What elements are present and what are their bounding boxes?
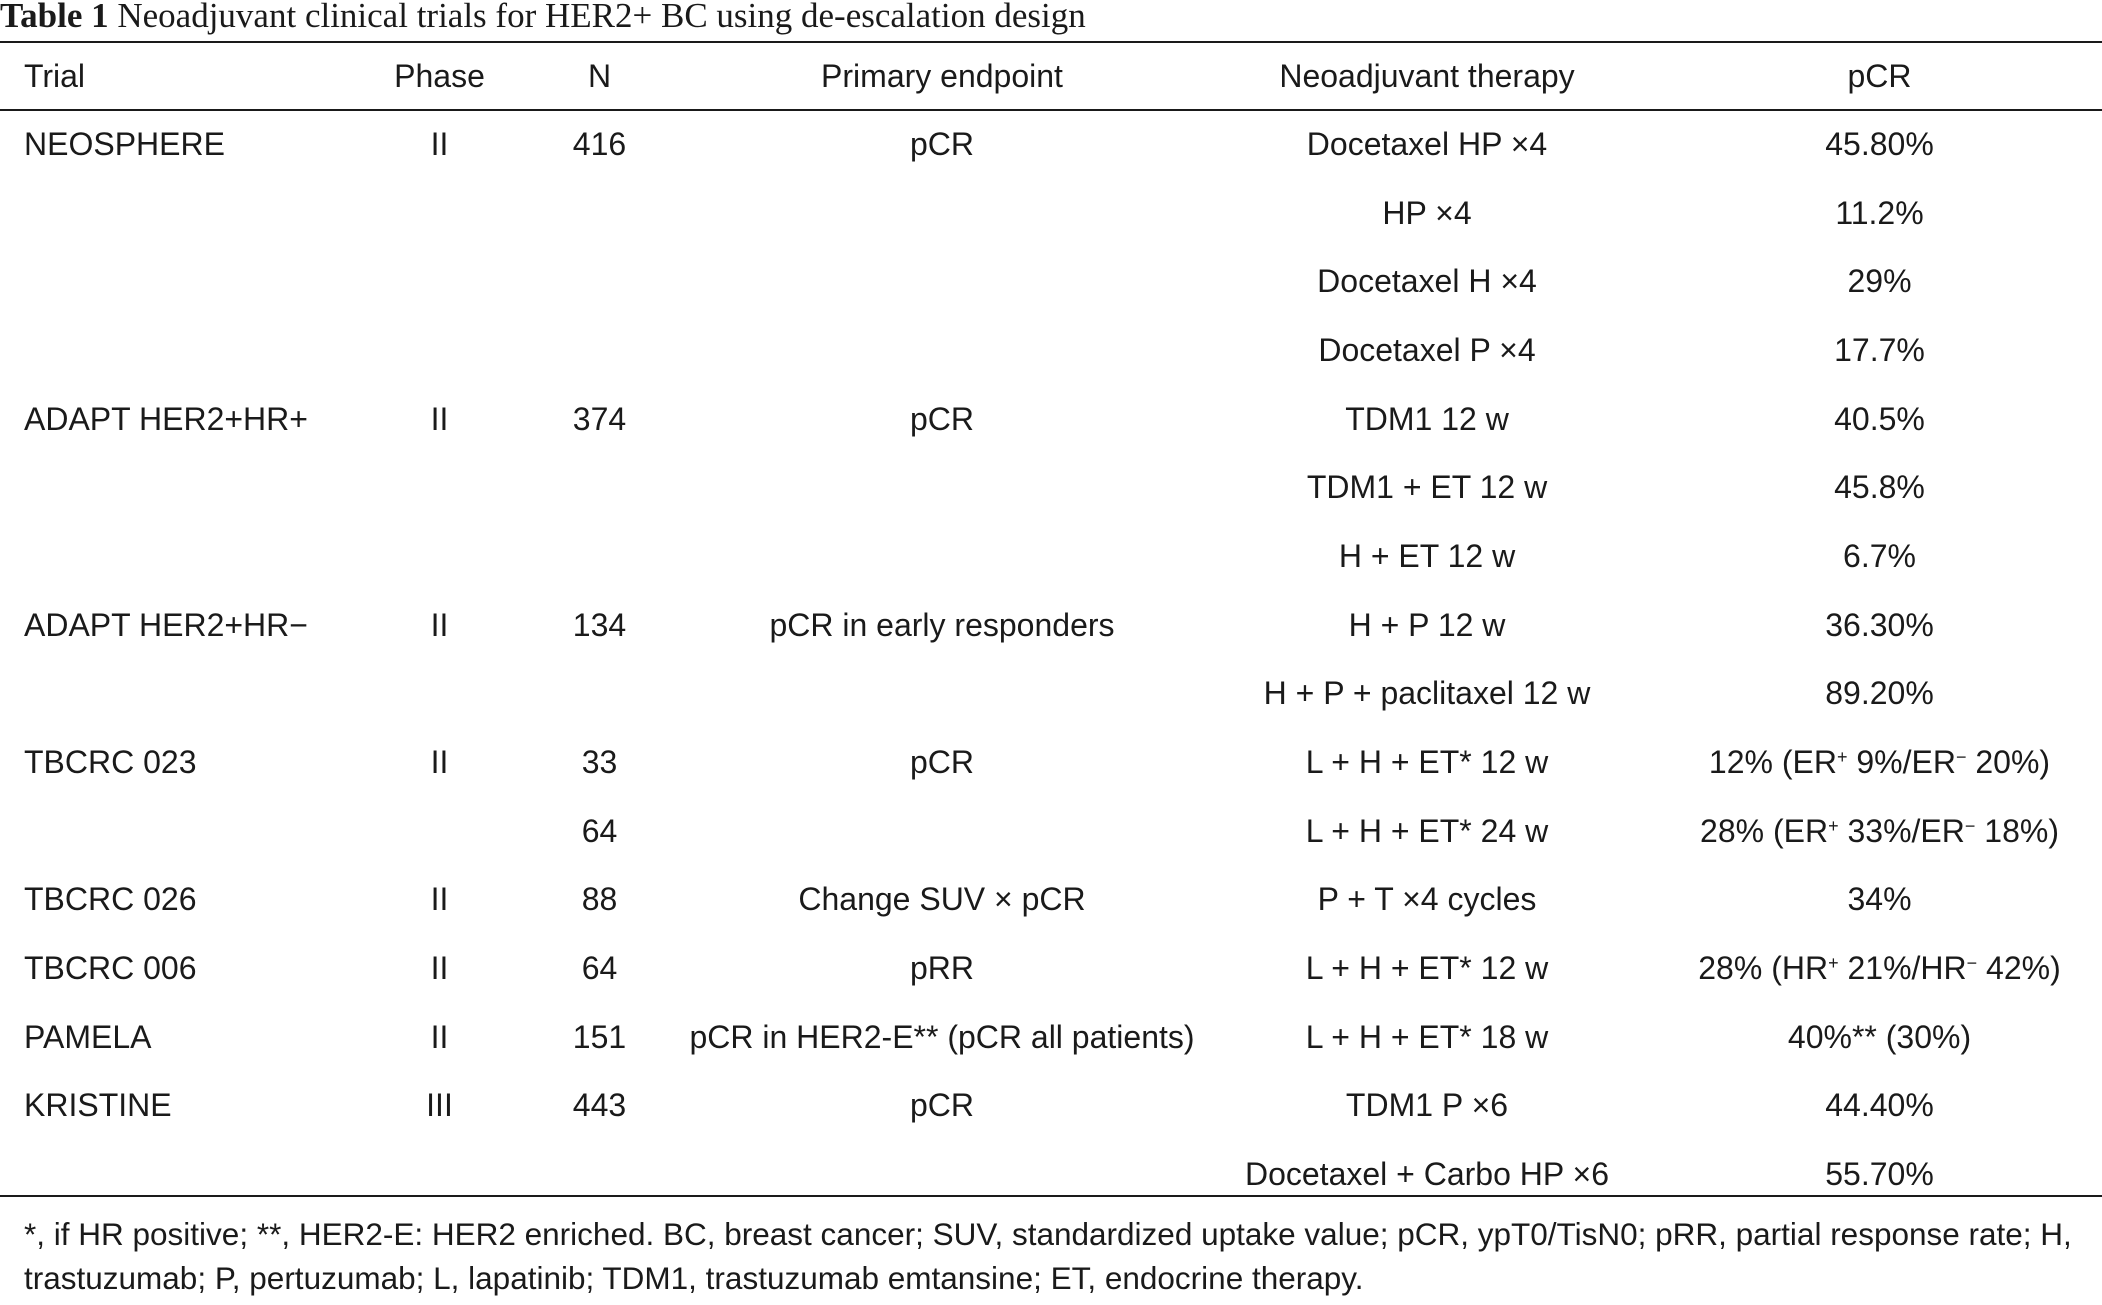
cell-n <box>512 316 687 385</box>
table-row <box>0 1003 2102 1072</box>
cell-primary-endpoint: pCR <box>909 1087 974 1124</box>
cell-phase: II <box>430 400 449 437</box>
cell-n <box>512 660 687 729</box>
pcr-text: 9%/ER <box>1847 744 1956 781</box>
cell-pcr: 29% <box>1847 263 1912 300</box>
cell-pcr: 45.80% <box>1825 125 1934 162</box>
cell-phase: II <box>430 125 449 162</box>
header-trial: Trial <box>24 57 86 94</box>
table-row <box>0 316 2102 385</box>
cell-n <box>512 179 687 248</box>
table-row <box>0 797 2102 866</box>
header-pcr: pCR <box>1847 57 1912 94</box>
table-row <box>0 110 2102 179</box>
cell-primary-endpoint <box>687 522 1197 591</box>
pcr-superscript: − <box>1964 815 1976 836</box>
pcr-text: 28% (HR <box>1698 950 1829 987</box>
header-primary-endpoint: Primary endpoint <box>821 57 1063 94</box>
cell-pcr: 45.8% <box>1834 469 1925 506</box>
pcr-superscript: − <box>1966 953 1978 974</box>
cell-n <box>512 247 687 316</box>
cell-trial: TBCRC 006 <box>24 950 197 987</box>
table-row <box>0 1072 2102 1141</box>
cell-phase <box>367 316 512 385</box>
cell-n: 64 <box>581 812 618 849</box>
cell-trial <box>0 1140 367 1209</box>
cell-primary-endpoint <box>687 179 1197 248</box>
cell-neoadjuvant-therapy: L + H + ET* 18 w <box>1305 1018 1549 1055</box>
pcr-text: 18%) <box>1975 812 2059 849</box>
table-row <box>0 179 2102 248</box>
cell-trial: ADAPT HER2+HR− <box>24 606 308 643</box>
cell-n: 88 <box>581 881 618 918</box>
cell-neoadjuvant-therapy: H + P 12 w <box>1348 606 1506 643</box>
cell-primary-endpoint <box>687 316 1197 385</box>
cell-n: 374 <box>572 400 627 437</box>
cell-neoadjuvant-therapy: L + H + ET* 12 w <box>1305 744 1549 781</box>
cell-primary-endpoint: pCR in early responders <box>769 606 1115 643</box>
pcr-text: 12% (ER <box>1708 744 1837 781</box>
cell-neoadjuvant-therapy: Docetaxel + Carbo HP ×6 <box>1244 1156 1610 1193</box>
cell-neoadjuvant-therapy: Docetaxel HP ×4 <box>1306 125 1548 162</box>
cell-n: 151 <box>572 1018 627 1055</box>
cell-pcr: 44.40% <box>1825 1087 1934 1124</box>
cell-pcr: 55.70% <box>1825 1156 1934 1193</box>
pcr-text: 42%) <box>1977 950 2061 987</box>
cell-neoadjuvant-therapy: TDM1 P ×6 <box>1345 1087 1509 1124</box>
cell-neoadjuvant-therapy: HP ×4 <box>1382 194 1472 231</box>
cell-primary-endpoint <box>687 247 1197 316</box>
cell-pcr: 89.20% <box>1825 675 1934 712</box>
cell-primary-endpoint <box>687 797 1197 866</box>
cell-primary-endpoint: pCR <box>909 400 974 437</box>
cell-primary-endpoint: pCR <box>909 744 974 781</box>
cell-phase: II <box>430 881 449 918</box>
cell-trial <box>0 316 367 385</box>
header-phase: Phase <box>394 57 485 94</box>
cell-phase <box>367 247 512 316</box>
cell-phase: II <box>430 1018 449 1055</box>
bottom-rule <box>0 1195 2102 1197</box>
cell-neoadjuvant-therapy: TDM1 12 w <box>1345 400 1509 437</box>
pcr-text: 20%) <box>1966 744 2051 781</box>
cell-primary-endpoint <box>687 1140 1197 1209</box>
pcr-superscript: + <box>1828 953 1839 974</box>
table-row <box>0 247 2102 316</box>
cell-n: 134 <box>572 606 627 643</box>
cell-primary-endpoint: pCR in HER2-E** (pCR all patients) <box>689 1018 1195 1055</box>
cell-neoadjuvant-therapy: H + P + paclitaxel 12 w <box>1263 675 1591 712</box>
trials-table <box>0 42 2102 1209</box>
cell-phase: II <box>430 606 449 643</box>
cell-neoadjuvant-therapy: P + T ×4 cycles <box>1317 881 1537 918</box>
cell-neoadjuvant-therapy: TDM1 + ET 12 w <box>1306 469 1548 506</box>
cell-pcr: 6.7% <box>1843 537 1916 574</box>
cell-phase: II <box>430 744 449 781</box>
cell-trial: NEOSPHERE <box>24 125 225 162</box>
header-n: N <box>587 57 612 94</box>
cell-trial <box>0 247 367 316</box>
cell-n <box>512 522 687 591</box>
cell-phase <box>367 179 512 248</box>
cell-trial: TBCRC 023 <box>24 744 197 781</box>
cell-neoadjuvant-therapy: H + ET 12 w <box>1338 537 1516 574</box>
table-row <box>0 522 2102 591</box>
cell-pcr <box>1657 934 2102 1003</box>
cell-primary-endpoint: Change SUV × pCR <box>798 881 1086 918</box>
cell-n: 443 <box>572 1087 627 1124</box>
cell-phase <box>367 797 512 866</box>
cell-trial <box>0 453 367 522</box>
cell-primary-endpoint <box>687 453 1197 522</box>
cell-pcr <box>1657 728 2102 797</box>
header-row <box>0 42 2102 110</box>
pcr-text: 21%/HR <box>1838 950 1967 987</box>
table-row <box>0 385 2102 454</box>
header-neoadjuvant-therapy: Neoadjuvant therapy <box>1279 57 1575 94</box>
cell-trial <box>0 660 367 729</box>
cell-n: 416 <box>572 125 627 162</box>
caption-label: Table 1 <box>0 0 109 35</box>
cell-trial <box>0 797 367 866</box>
table-row <box>0 1140 2102 1209</box>
cell-phase <box>367 522 512 591</box>
cell-n: 64 <box>581 950 618 987</box>
pcr-superscript: + <box>1836 747 1848 768</box>
cell-neoadjuvant-therapy: L + H + ET* 24 w <box>1305 812 1549 849</box>
cell-n: 33 <box>581 744 618 781</box>
cell-neoadjuvant-therapy: L + H + ET* 12 w <box>1305 950 1549 987</box>
caption-title: Neoadjuvant clinical trials for HER2+ BC using de-escalation design <box>117 0 1086 35</box>
cell-primary-endpoint: pRR <box>909 950 974 987</box>
cell-trial: PAMELA <box>24 1018 152 1055</box>
cell-pcr <box>1657 797 2102 866</box>
table-row <box>0 728 2102 797</box>
cell-primary-endpoint: pCR <box>909 125 974 162</box>
cell-phase: III <box>426 1087 453 1124</box>
cell-pcr: 40.5% <box>1834 400 1925 437</box>
cell-neoadjuvant-therapy: Docetaxel H ×4 <box>1317 263 1537 300</box>
cell-phase <box>367 453 512 522</box>
cell-pcr: 11.2% <box>1835 194 1924 231</box>
cell-n <box>512 1140 687 1209</box>
table-row <box>0 453 2102 522</box>
table-caption <box>0 0 1086 36</box>
table-row <box>0 660 2102 729</box>
cell-pcr: 34% <box>1847 881 1912 918</box>
cell-pcr: 40%** (30%) <box>1787 1018 1972 1055</box>
table-footnote: *, if HR positive; **, HER2-E: HER2 enriched. BC, breast cancer; SUV, standardized uptake value; pCR, ypT0/TisN0; pRR, partial response rate; H, trastuzumab; P, pertuzumab; L, lapatinib; TDM1, trastuzumab emtansine; ET, endocrine therapy. <box>24 1216 2072 1296</box>
pcr-text: 33%/ER <box>1838 812 1965 849</box>
cell-neoadjuvant-therapy: Docetaxel P ×4 <box>1318 331 1536 368</box>
cell-trial: TBCRC 026 <box>24 881 197 918</box>
cell-trial: KRISTINE <box>24 1087 172 1124</box>
cell-primary-endpoint <box>687 660 1197 729</box>
table-row <box>0 866 2102 935</box>
pcr-superscript: + <box>1828 815 1839 836</box>
table-body <box>0 110 2102 1209</box>
cell-trial <box>0 179 367 248</box>
pcr-superscript: − <box>1955 747 1967 768</box>
cell-n <box>512 453 687 522</box>
cell-pcr: 17.7% <box>1834 331 1925 368</box>
cell-trial: ADAPT HER2+HR+ <box>24 400 308 437</box>
cell-trial <box>0 522 367 591</box>
pcr-text: 28% (ER <box>1700 812 1829 849</box>
table-row <box>0 934 2102 1003</box>
cell-pcr: 36.30% <box>1825 606 1934 643</box>
cell-phase <box>367 660 512 729</box>
table-row <box>0 591 2102 660</box>
cell-phase <box>367 1140 512 1209</box>
cell-phase: II <box>430 950 449 987</box>
